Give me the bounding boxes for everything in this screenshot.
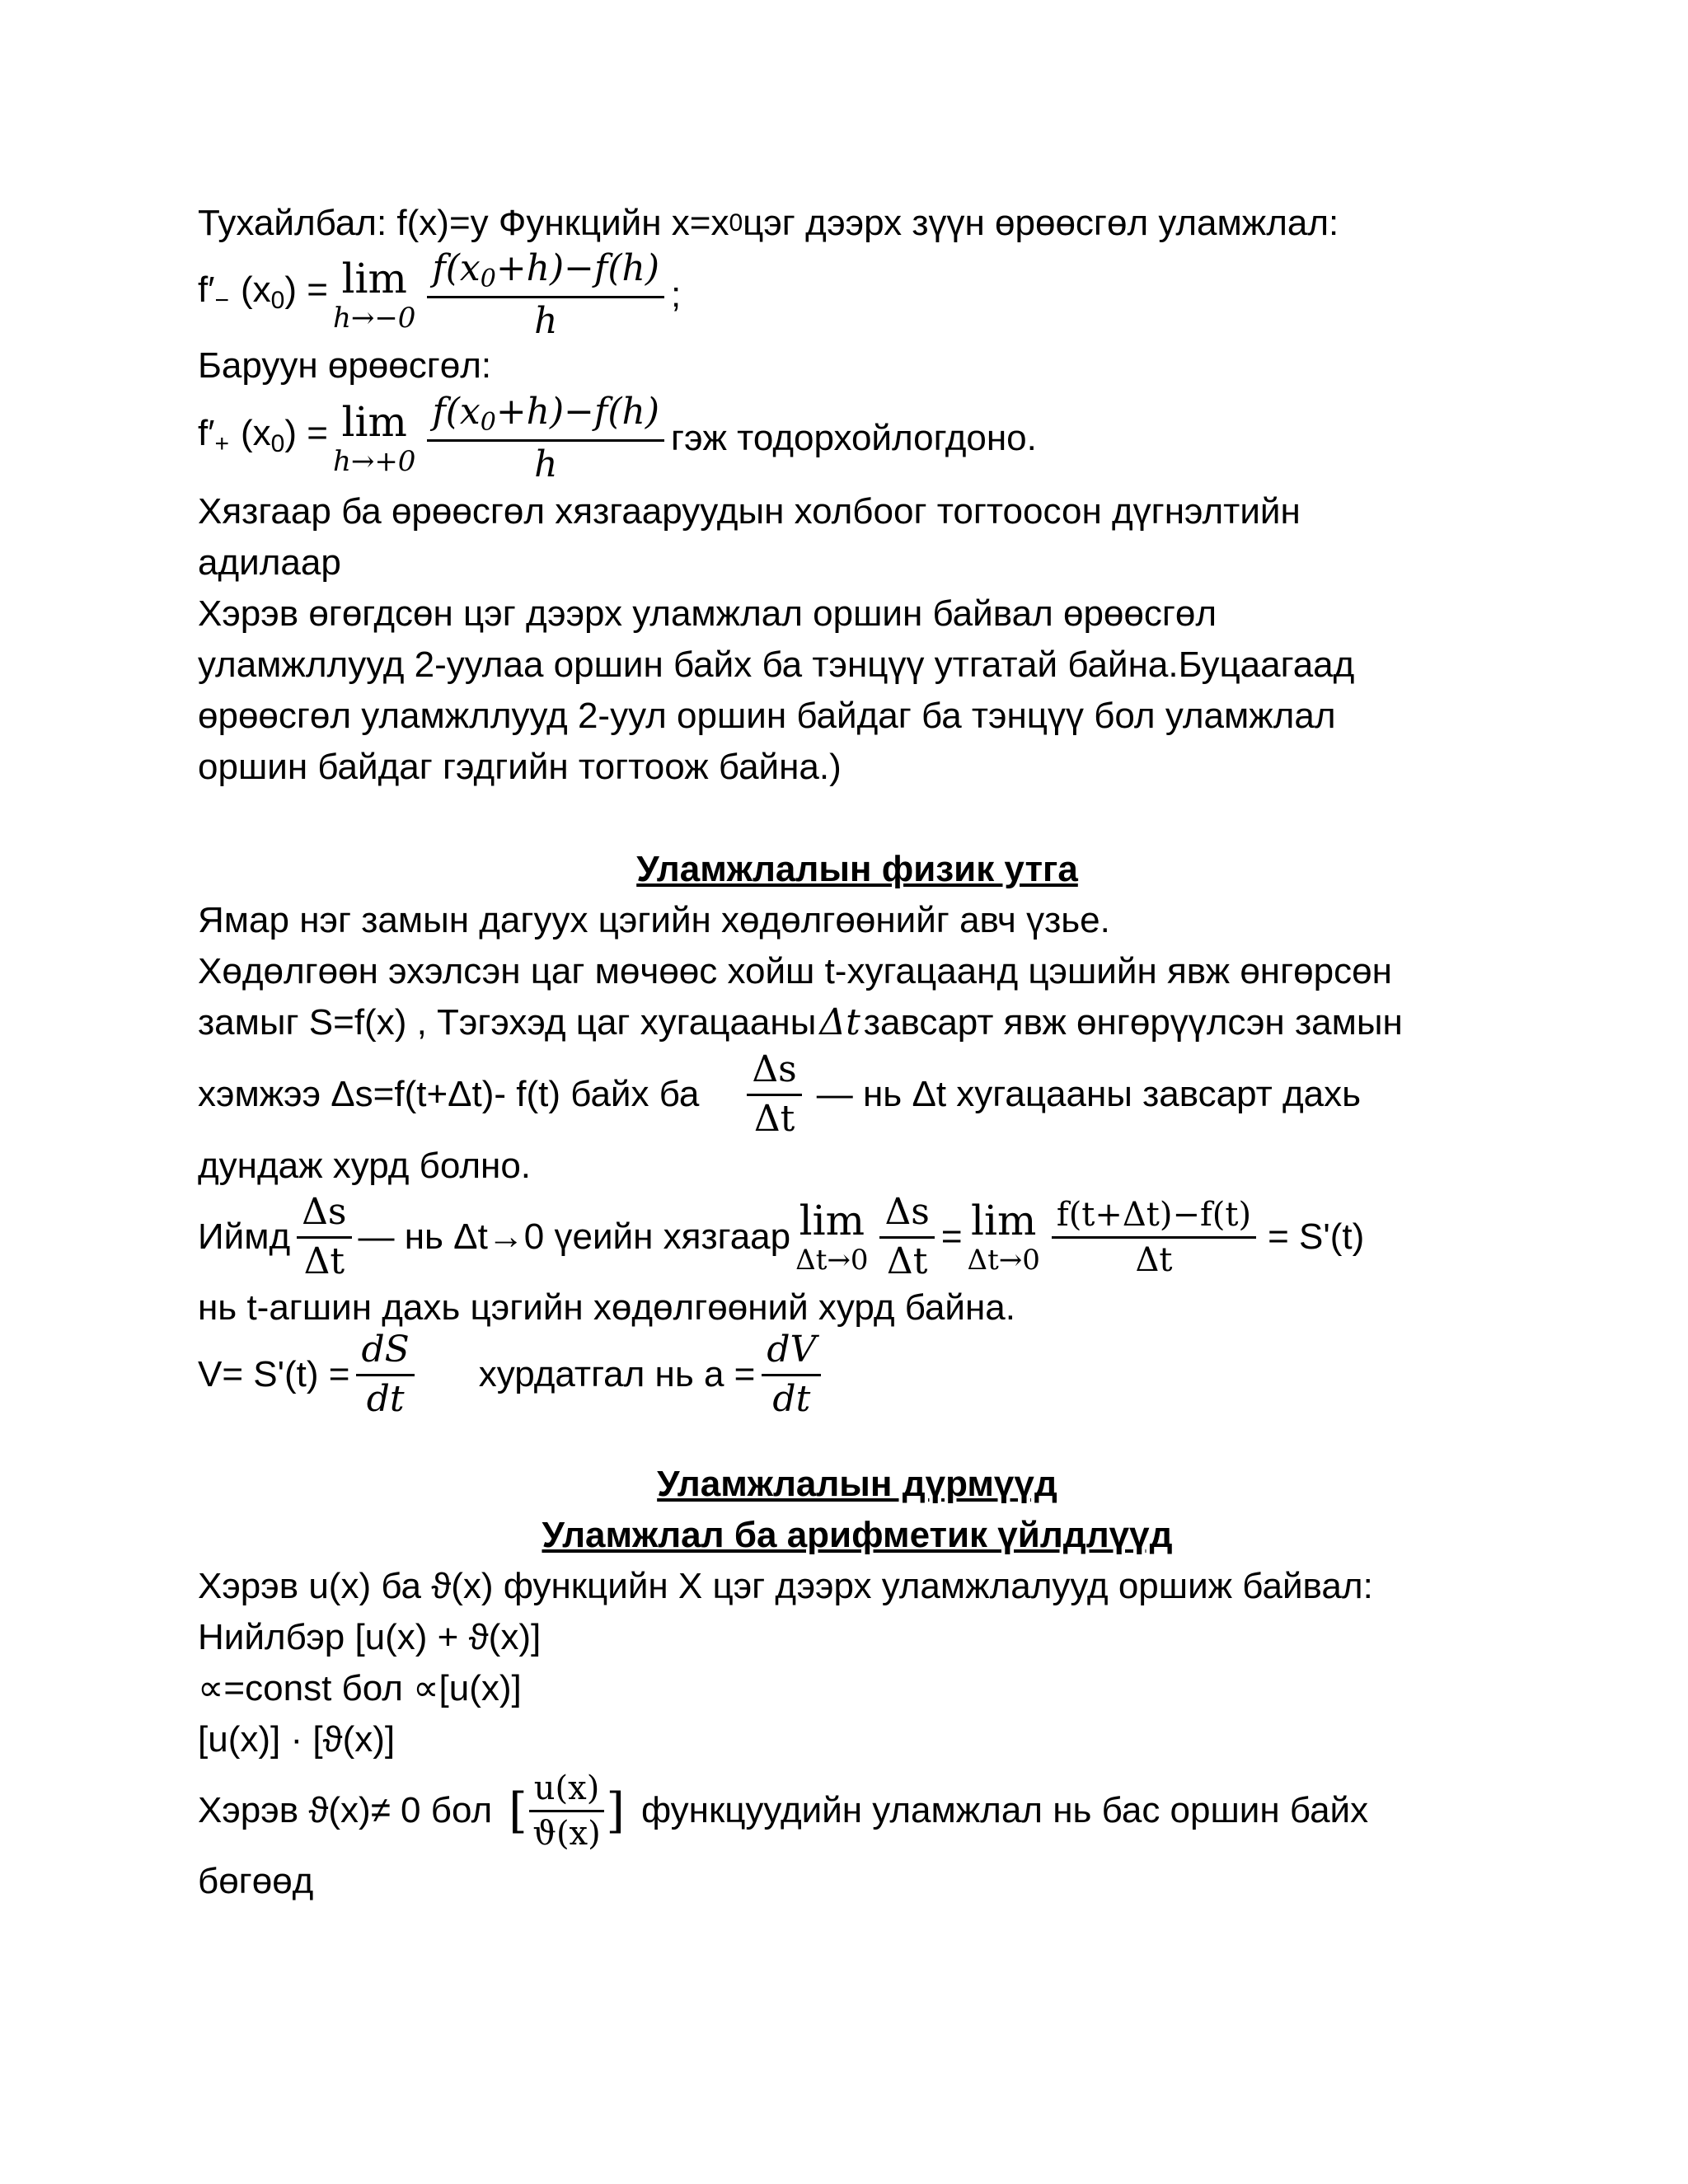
paragraph-line: оршин байдаг гэдгийн тогтоож байна.) bbox=[198, 747, 842, 787]
avg-speed-line: хэмжээ Δs=f(t+Δt)- f(t) байх ба $\frac{\Delta s}{\Delta t}$ — нь Δt хугацааны завсарт дахь bbox=[198, 1048, 1362, 1140]
ft-quotient: $\frac{f(t+\Delta t)-f(t)}{\Delta t}$ bbox=[1052, 1197, 1256, 1278]
right-derivative-formula bbox=[198, 391, 1517, 486]
paragraph-line: ∝=const бол ∝[u(x)] bbox=[198, 1668, 522, 1708]
intro-text: Тухайлбал: f(x)=y Функцийн x=x bbox=[198, 203, 729, 243]
dS-over-dt: $\frac{dS}{dt}$ bbox=[356, 1330, 414, 1419]
ds-over-dt: $\frac{\Delta s}{\Delta t}$ bbox=[297, 1193, 351, 1282]
f-prime-label: $f'_+$ bbox=[198, 412, 230, 457]
paragraph-line: замыг S=f(x) , Тэгэхэд цаг хугацааны Δt завсарт явж өнгөрүүлсэн замын bbox=[198, 1001, 1403, 1043]
limit-operator: lim Δt→0 bbox=[795, 1197, 869, 1277]
paragraph-line: Нийлбэр [u(x) + ϑ(x)] bbox=[198, 1617, 542, 1657]
paragraph-line: Хэрэв u(x) ба ϑ(x) функцийн X цэг дээрх уламжлалууд оршиж байвал: bbox=[198, 1566, 1373, 1606]
semicolon: ; bbox=[671, 274, 682, 315]
ds-over-dt: $\frac{\Delta s}{\Delta t}$ bbox=[747, 1050, 801, 1139]
section-subheading: Уламжлал ба арифметик үйлдлүүд bbox=[542, 1515, 1173, 1555]
intro-text-end: цэг дээрх зүүн өрөөсгөл уламжлал: bbox=[743, 203, 1339, 243]
f-prime-label: $f'_-$ bbox=[198, 269, 230, 314]
paragraph-line: өрөөсгөл уламжллууд 2-уул оршин байдаг ба тэнцүү бол уламжлал bbox=[198, 696, 1336, 736]
ds-over-dt: $\frac{\Delta s}{\Delta t}$ bbox=[879, 1193, 934, 1282]
intro-line bbox=[198, 198, 1517, 249]
document-page bbox=[198, 198, 1517, 1907]
paragraph-line: уламжллууд 2-уулаа оршин байх ба тэнцүү утгатай байна.Буцаагаад bbox=[198, 644, 1355, 685]
section-heading: Уламжлалын физик утга bbox=[636, 849, 1078, 889]
limit-operator: lim h→−0 bbox=[332, 255, 416, 335]
subscript: 0 bbox=[729, 209, 743, 237]
difference-quotient: $\frac{f(x_0+h)-f(h)}{h}$ bbox=[427, 392, 664, 485]
paragraph-line: Хөдөлгөөн эхэлсэн цаг мөчөөс хойш t-хугацаанд цэшийн явж өнгөрсөн bbox=[198, 951, 1392, 991]
u-over-theta: $\frac{u(x)}{ϑ(x)}$ bbox=[529, 1770, 605, 1852]
paragraph-line: Хязгаар ба өрөөсгөл хязгааруудын холбоог тогтоосон дүгнэлтийн bbox=[198, 491, 1301, 532]
dV-over-dt: $\frac{dV}{dt}$ bbox=[762, 1330, 821, 1419]
paragraph-line: адилаар bbox=[198, 542, 341, 583]
left-derivative-formula bbox=[198, 246, 1517, 342]
right-title-line bbox=[198, 341, 1517, 391]
difference-quotient: $\frac{f(x_0+h)-f(h)}{h}$ bbox=[427, 249, 664, 341]
paragraph-line: нь t-агшин дахь цэгийн хөдөлгөөний хурд байна. bbox=[198, 1287, 1015, 1328]
x0-arg: $(x_0)$ = bbox=[241, 269, 328, 314]
section-heading: Уламжлалын дүрмүүд bbox=[657, 1464, 1057, 1504]
paragraph-line: Ямар нэг замын дагуух цэгийн хөдөлгөөнийг авч үзье. bbox=[198, 900, 1110, 940]
paragraph-line: [u(x)] · [ϑ(x)] bbox=[198, 1719, 396, 1760]
paragraph-line: бөгөөд bbox=[198, 1861, 314, 1901]
paragraph-line: Хэрэв өгөгдсөн цэг дээрх уламжлал оршин байвал өрөөсгөл bbox=[198, 593, 1217, 634]
limit-operator: lim Δt→0 bbox=[967, 1197, 1040, 1277]
right-tail-text: гэж тодорхойлогдоно. bbox=[671, 418, 1037, 458]
quotient-line: Хэрэв ϑ(x)≠ 0 бол [ $\frac{u(x)}{ϑ(x)}$ ] функцуудийн уламжлал нь бас оршин байх bbox=[198, 1769, 1369, 1853]
instant-speed-formula: Иймд $\frac{\Delta s}{\Delta t}$ — нь Δt→0 үеийн хязгаар lim Δt→0 $\frac{\Delta s}{\Delta t}$ = lim Δt→0 $\frac{f(t+\Delta t)-f(t)}{\Delta t}$ = S'(t) bbox=[198, 1191, 1365, 1282]
right-title: Баруун өрөөсгөл: bbox=[198, 345, 492, 386]
velocity-accel-line: V= S'(t) = $\frac{dS}{dt}$ хурдатгал нь a = $\frac{dV}{dt}$ bbox=[198, 1333, 1517, 1416]
x0-arg: $(x_0)$ = bbox=[241, 412, 328, 457]
paragraph-line: дундаж хурд болно. bbox=[198, 1146, 532, 1186]
limit-operator: lim h→+0 bbox=[332, 398, 416, 478]
